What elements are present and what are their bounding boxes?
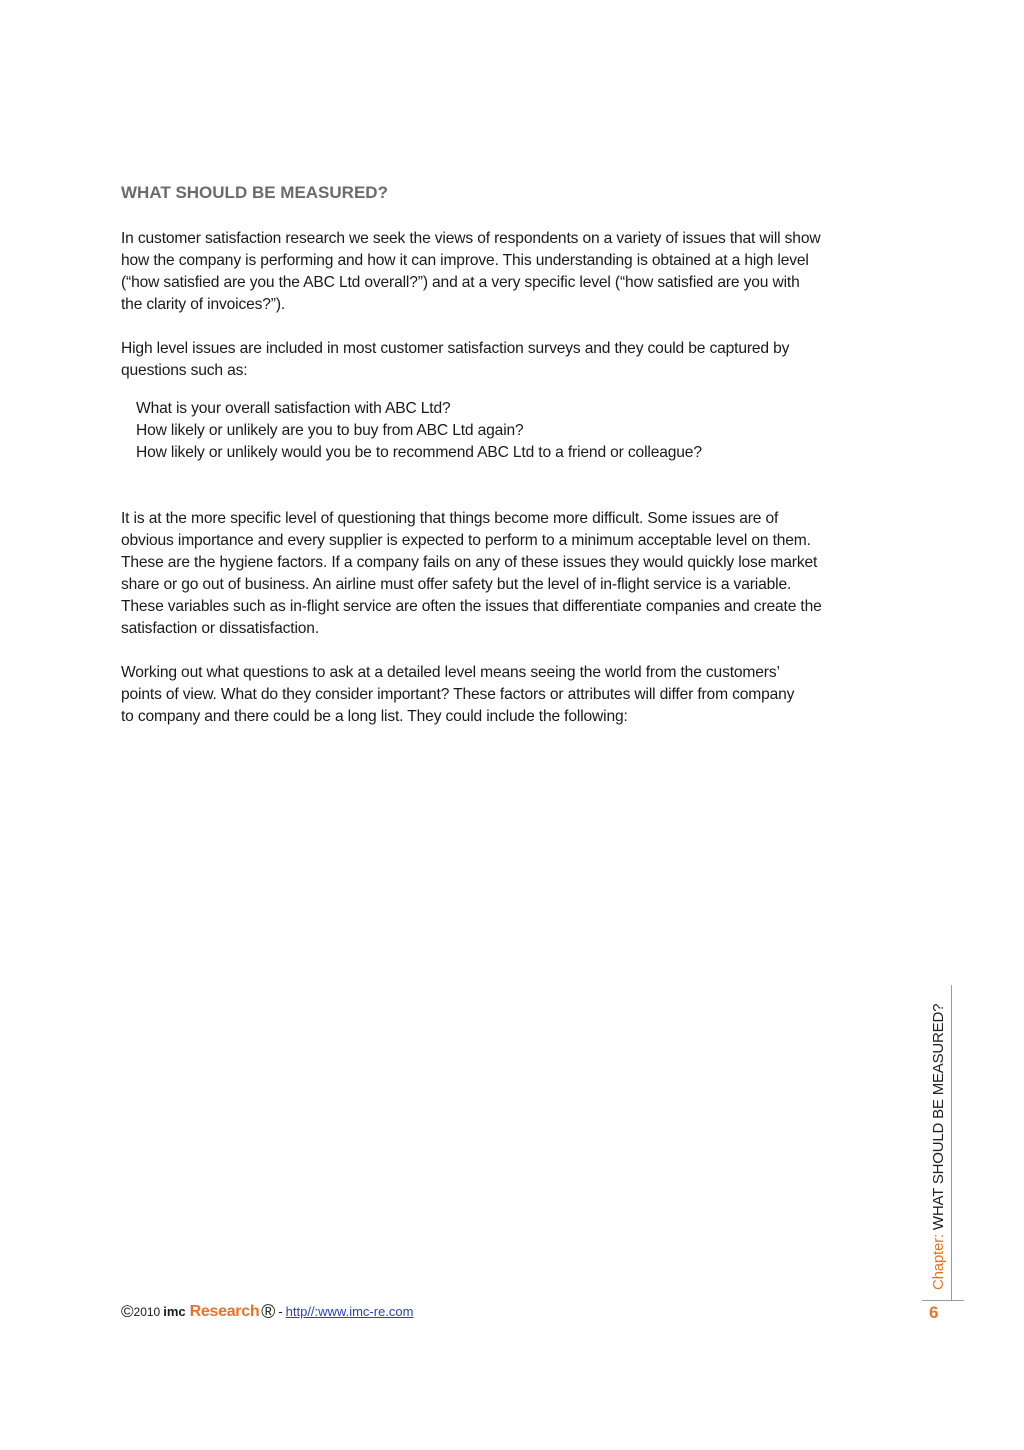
paragraph-line: (“how satisfied are you the ABC Ltd overall?”) and at a very specific level (“how satisfied are you with (121, 274, 800, 291)
paragraph-line: These variables such as in-flight service are often the issues that differentiate companies and create the (121, 598, 822, 615)
registered-trademark-icon: ® (261, 1302, 276, 1323)
question-item: What is your overall satisfaction with ABC Ltd? (136, 400, 451, 417)
copyright-icon: © (121, 1302, 134, 1321)
paragraph-line: These are the hygiene factors. If a company fails on any of these issues they would quickly lose market (121, 554, 818, 571)
chapter-prefix: Chapter: (930, 1234, 947, 1290)
detailed-questions-paragraph (121, 662, 911, 728)
paragraph-line: questions such as: (121, 362, 248, 379)
brand-research: Research (189, 1303, 260, 1320)
question-item: How likely or unlikely are you to buy from ABC Ltd again? (136, 422, 524, 439)
paragraph-line: Working out what questions to ask at a detailed level means seeing the world from the customers’ (121, 664, 780, 681)
sidebar-divider-horizontal (922, 1300, 964, 1301)
intro-paragraph (121, 228, 911, 316)
chapter-title: WHAT SHOULD BE MEASURED? (930, 1003, 947, 1235)
paragraph-line: points of view. What do they consider important? These factors or attributes will differ from company (121, 686, 795, 703)
chapter-label (930, 1004, 947, 1290)
footer-separator: - (278, 1304, 283, 1319)
page-content (121, 183, 911, 750)
page-number: 6 (929, 1303, 939, 1322)
copyright-year: 2010 (133, 1305, 161, 1319)
section-heading: WHAT SHOULD BE MEASURED? (121, 183, 388, 202)
paragraph-line: how the company is performing and how it can improve. This understanding is obtained at a high level (121, 252, 809, 269)
question-item: How likely or unlikely would you be to recommend ABC Ltd to a friend or colleague? (136, 444, 702, 461)
brand-imc: imc (163, 1304, 186, 1319)
question-list (121, 398, 911, 464)
paragraph-line: It is at the more specific level of questioning that things become more difficult. Some issues are of (121, 510, 779, 527)
paragraph-line: satisfaction or dissatisfaction. (121, 620, 320, 637)
paragraph-line: obvious importance and every supplier is expected to perform to a minimum acceptable level on them. (121, 532, 811, 549)
paragraph-line: share or go out of business. An airline must offer safety but the level of in-flight service is a variable. (121, 576, 792, 593)
specific-level-paragraph (121, 508, 911, 640)
footer (121, 1302, 414, 1324)
paragraph-line: In customer satisfaction research we seek the views of respondents on a variety of issues that will show (121, 230, 821, 247)
paragraph-line: to company and there could be a long list. They could include the following: (121, 708, 628, 725)
paragraph-line: High level issues are included in most customer satisfaction surveys and they could be captured by (121, 340, 790, 357)
high-level-paragraph (121, 338, 911, 382)
sidebar-divider-vertical (951, 985, 952, 1300)
website-link[interactable]: http//:www.imc-re.com (285, 1304, 414, 1319)
paragraph-line: the clarity of invoices?”). (121, 296, 286, 313)
